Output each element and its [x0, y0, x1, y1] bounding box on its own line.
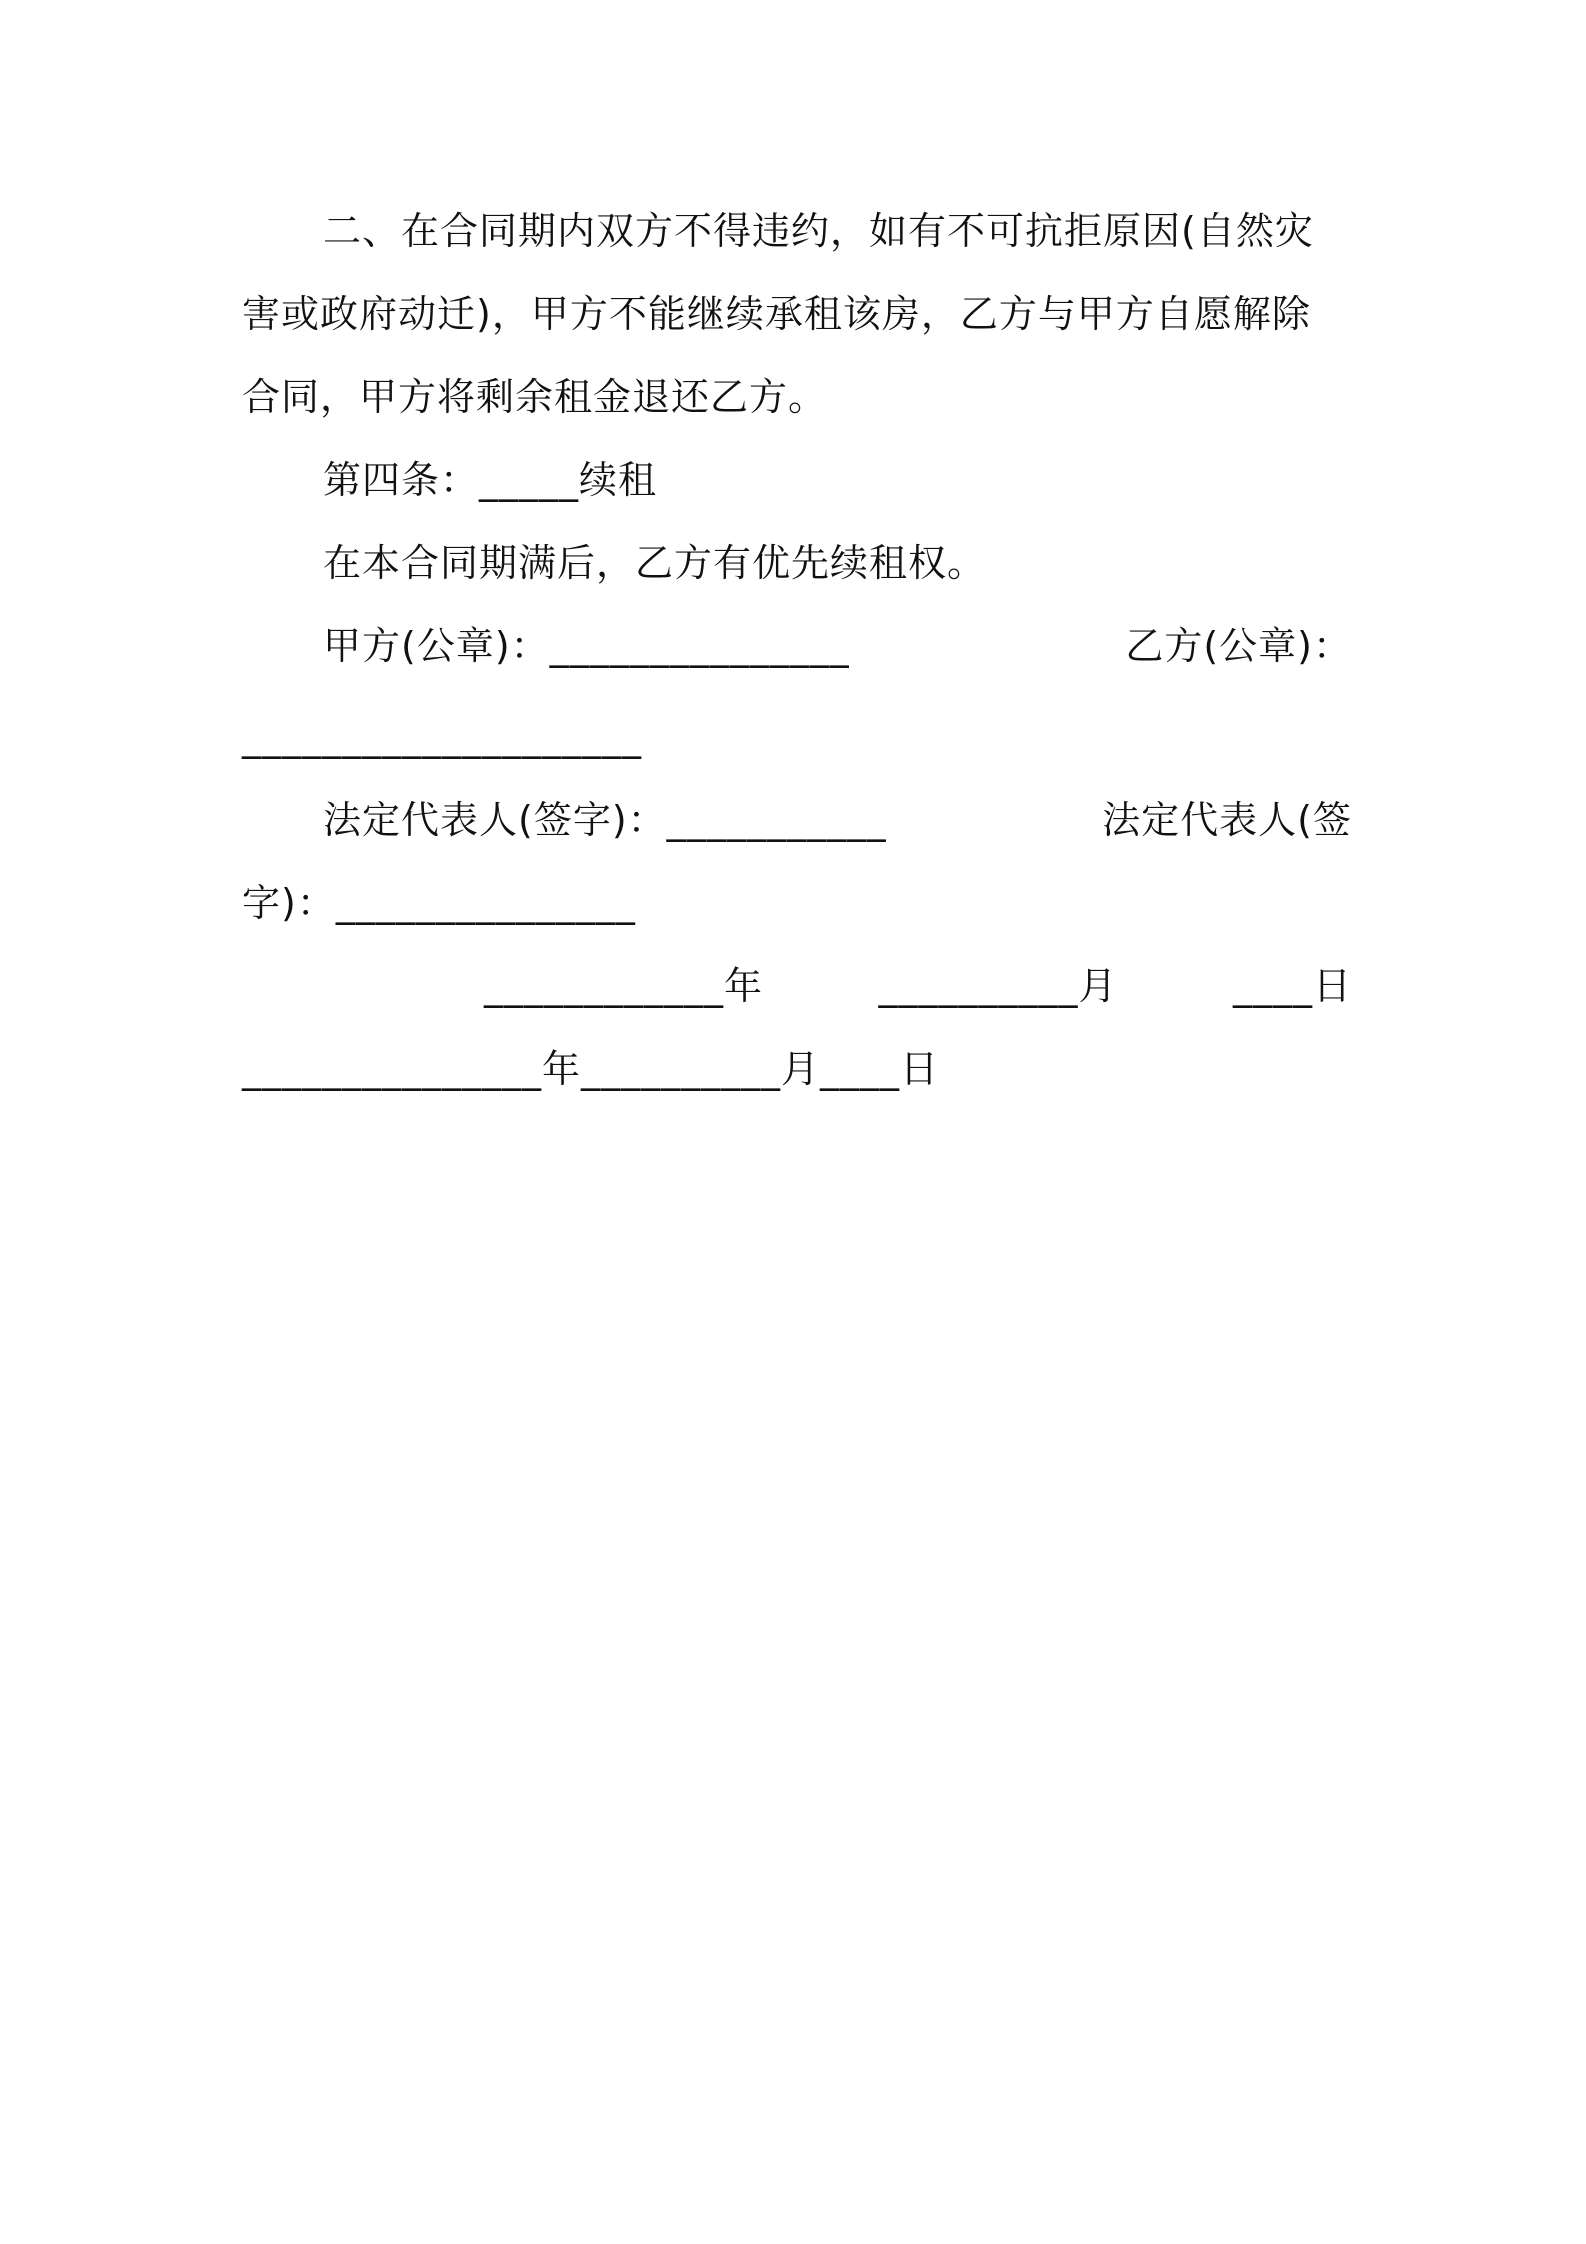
date-row-a: [242, 945, 1352, 1028]
legal-rep-b-field: 字)：_______________: [242, 881, 636, 925]
clause-2-line-1: 二、在合同期内双方不得违约，如有不可抗拒原因(自然灾: [323, 209, 1314, 253]
party-b-seal-label: 乙方(公章)：: [1125, 624, 1352, 668]
party-b-seal-blank: ____________________: [242, 715, 642, 759]
date-a-month: __________月: [878, 964, 1118, 1008]
article-4-text: 在本合同期满后，乙方有优先续租权。: [323, 541, 987, 585]
seal-row: [242, 605, 1352, 688]
article-4-heading: 第四条：_____续租: [323, 458, 658, 502]
legal-rep-row: [242, 779, 1352, 862]
legal-rep-b-label: 法定代表人(签: [1102, 798, 1352, 842]
date-row-b: _______________年__________月____日: [242, 1047, 940, 1091]
date-a-day: ____日: [1232, 964, 1352, 1008]
legal-rep-a-field: 法定代表人(签字)：___________: [323, 798, 887, 842]
contract-body: [242, 190, 1352, 1111]
clause-2-line-2: 害或政府动迁)，甲方不能继续承租该房，乙方与甲方自愿解除: [242, 292, 1311, 336]
party-a-seal-field: 甲方(公章)：_______________: [323, 624, 850, 668]
date-a-year: ____________年: [484, 964, 764, 1008]
clause-2-line-3: 合同，甲方将剩余租金退还乙方。: [242, 375, 828, 419]
